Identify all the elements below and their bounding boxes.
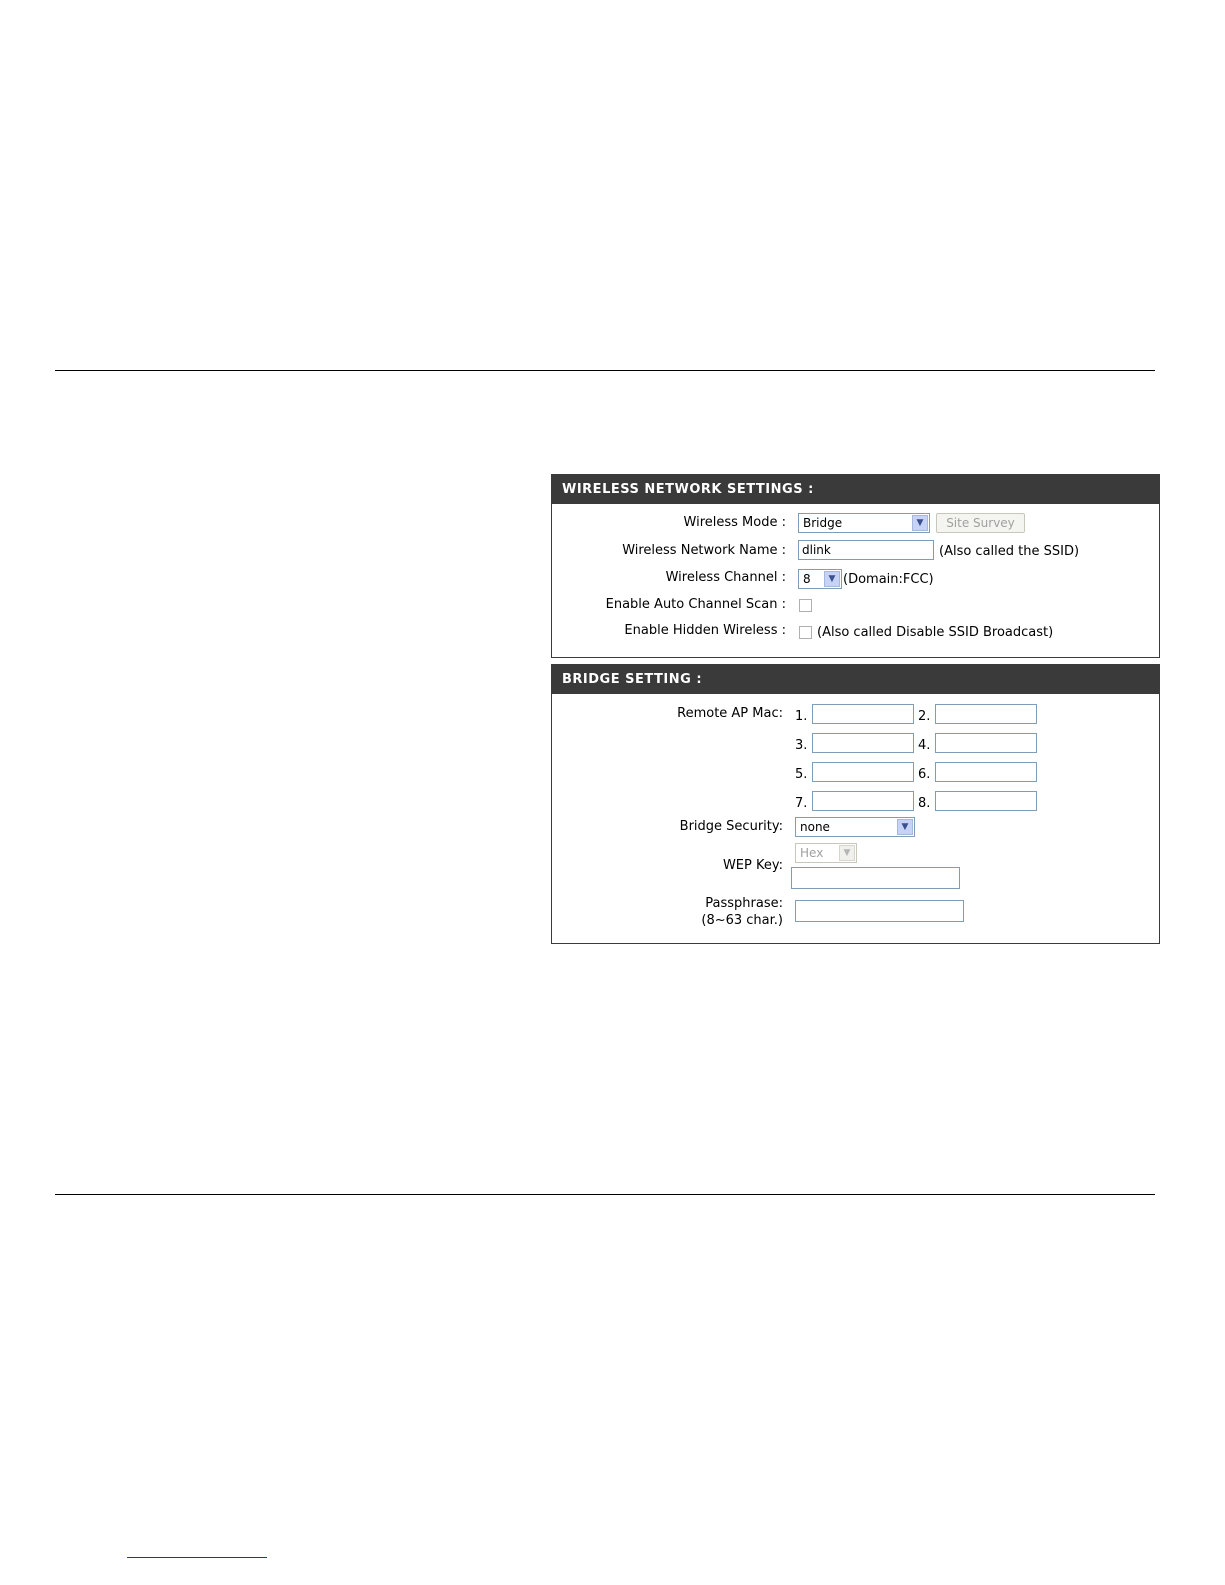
bridge-security-label: Bridge Security:	[679, 819, 783, 834]
wireless-channel-select[interactable]	[798, 569, 842, 589]
wireless-network-name-label: Wireless Network Name :	[622, 543, 786, 558]
wep-key-input[interactable]	[791, 867, 960, 889]
auto-channel-scan-label: Enable Auto Channel Scan :	[605, 597, 786, 612]
wireless-network-name-input[interactable]: dlink	[798, 540, 934, 560]
hidden-wireless-checkbox[interactable]	[799, 626, 812, 639]
chevron-down-icon: ▼	[839, 845, 855, 861]
mac-number-label: 1.	[795, 709, 808, 724]
remote-ap-mac-2-input[interactable]	[935, 704, 1037, 724]
wireless-mode-label: Wireless Mode :	[683, 515, 786, 530]
footer-link-underline	[127, 1557, 267, 1558]
wep-key-label: WEP Key:	[722, 858, 783, 873]
mac-number-label: 2.	[918, 709, 931, 724]
remote-ap-mac-1-input[interactable]	[812, 704, 914, 724]
wireless-mode-value: Bridge	[803, 516, 843, 530]
mac-number-label: 8.	[918, 796, 931, 811]
channel-domain-note: (Domain:FCC)	[843, 572, 934, 587]
hidden-wireless-note: (Also called Disable SSID Broadcast)	[817, 625, 1054, 640]
chevron-down-icon: ▼	[824, 571, 840, 587]
wireless-channel-value: 8	[803, 572, 811, 586]
bridge-security-select[interactable]	[795, 817, 915, 837]
bridge-setting-panel	[551, 664, 1160, 944]
mac-number-label: 4.	[918, 738, 931, 753]
chevron-down-icon: ▼	[912, 515, 928, 531]
mac-number-label: 7.	[795, 796, 808, 811]
wireless-network-settings-panel	[551, 474, 1160, 658]
remote-ap-mac-7-input[interactable]	[812, 791, 914, 811]
mac-number-label: 3.	[795, 738, 808, 753]
remote-ap-mac-4-input[interactable]	[935, 733, 1037, 753]
passphrase-label-group	[701, 895, 783, 929]
bridge-setting-title: BRIDGE SETTING :	[552, 665, 1159, 694]
passphrase-sublabel: (8~63 char.)	[701, 913, 783, 928]
remote-ap-mac-6-input[interactable]	[935, 762, 1037, 782]
remote-ap-mac-8-input[interactable]	[935, 791, 1037, 811]
hidden-wireless-label: Enable Hidden Wireless :	[624, 623, 786, 638]
wep-key-type-value: Hex	[800, 846, 824, 860]
passphrase-label: Passphrase:	[705, 896, 783, 911]
remote-ap-mac-5-input[interactable]	[812, 762, 914, 782]
wireless-channel-label: Wireless Channel :	[665, 570, 786, 585]
site-survey-button[interactable]: Site Survey	[936, 513, 1025, 533]
wireless-mode-select[interactable]	[798, 513, 930, 533]
ssid-note: (Also called the SSID)	[939, 544, 1080, 559]
remote-ap-mac-3-input[interactable]	[812, 733, 914, 753]
mac-number-label: 5.	[795, 767, 808, 782]
chevron-down-icon: ▼	[897, 819, 913, 835]
wireless-network-settings-title: WIRELESS NETWORK SETTINGS :	[552, 475, 1159, 504]
auto-channel-scan-checkbox[interactable]	[799, 599, 812, 612]
top-divider	[55, 370, 1155, 371]
bottom-divider	[55, 1194, 1155, 1195]
bridge-security-value: none	[800, 820, 830, 834]
mac-number-label: 6.	[918, 767, 931, 782]
passphrase-input[interactable]	[795, 900, 964, 922]
wep-key-type-select[interactable]	[795, 843, 857, 863]
remote-ap-mac-label: Remote AP Mac:	[677, 706, 783, 721]
